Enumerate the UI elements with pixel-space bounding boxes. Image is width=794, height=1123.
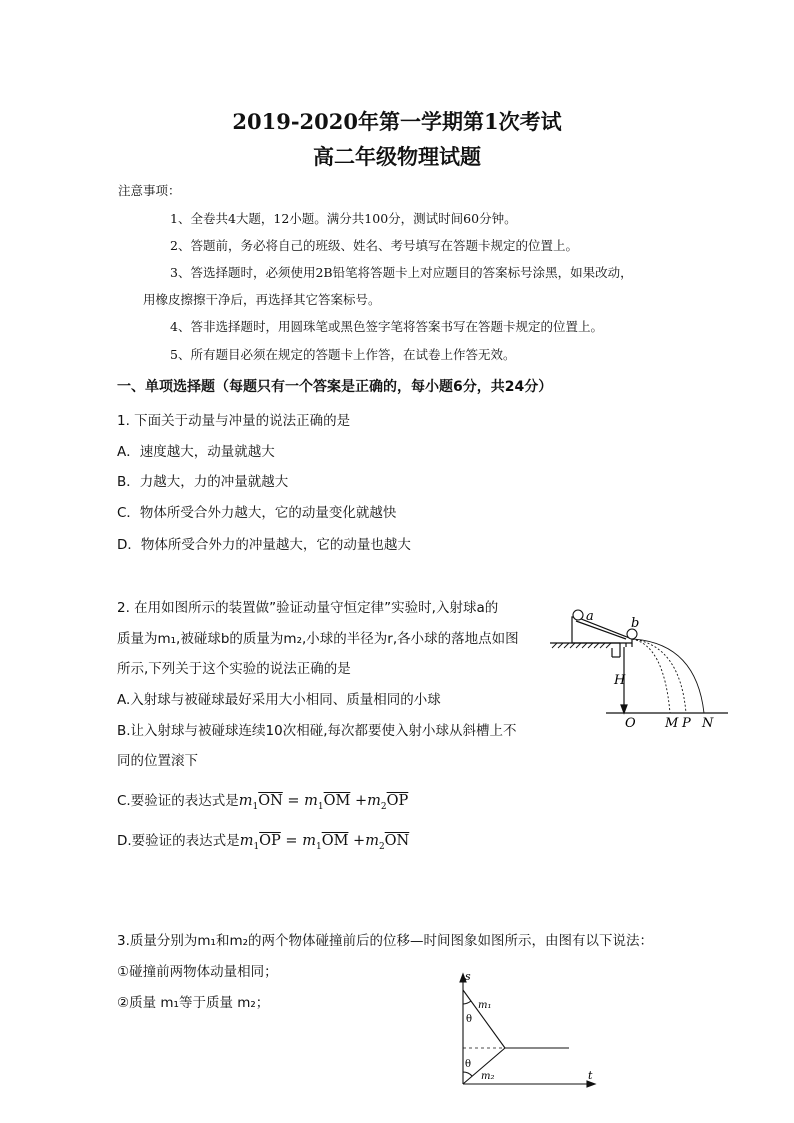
q3-statement: ①碰撞前两物体动量相同；	[117, 964, 278, 980]
notice-heading: 注意事项：	[118, 183, 181, 198]
q2-option-d	[117, 829, 409, 852]
collision-apparatus-diagram	[546, 605, 736, 735]
section-heading: 一、单项选择题（每题只有一个答案是正确的，每小题6分，共24分）	[117, 379, 553, 395]
q2-stem-line: 所示,下列关于这个实验的说法正确的是	[117, 661, 351, 677]
label-t: t	[588, 1069, 593, 1082]
q2-option-d-prefix: D.要验证的表达式是	[117, 833, 240, 849]
q1-option-d: D．物体所受合外力的冲量越大，它的动量也越大	[117, 537, 411, 553]
q2-option-d-formula: $m_1\overline{OP} = m_1\overline{OM} +m_2\overline{ON}$	[239, 833, 410, 852]
label-b: b	[631, 616, 640, 631]
q2-option-c	[117, 789, 408, 812]
q2-option-b-cont: 同的位置滚下	[117, 753, 198, 769]
q1-option-c: C．物体所受合外力越大，它的动量变化就越快	[117, 505, 397, 521]
label-theta2: θ	[465, 1059, 472, 1070]
q3-statement: ②质量 m₁等于质量 m₂；	[117, 995, 270, 1011]
label-H: H	[614, 673, 626, 688]
label-m1: m₁	[478, 1000, 492, 1011]
q2-stem-line: 2. 在用如图所示的装置做”验证动量守恒定律”实验时,入射球a的	[117, 600, 499, 616]
q1-stem: 1. 下面关于动量与冲量的说法正确的是	[117, 413, 351, 429]
q1-option-a: A．速度越大，动量就越大	[117, 444, 275, 460]
label-N: N	[702, 716, 714, 731]
notice-item: 3、答选择题时，必须使用2B铅笔将答题卡上对应题目的答案标号涂黑，如果改动，	[170, 265, 633, 280]
label-m2: m₂	[481, 1071, 495, 1082]
q2-stem-line: 质量为m₁,被碰球b的质量为m₂,小球的半径为r,各小球的落地点如图	[117, 631, 519, 647]
label-O: O	[625, 716, 636, 731]
q2-option-c-formula: $m_1\overline{ON} = m_1\overline{OM} +m_2\overline{OP}$	[238, 793, 409, 812]
q2-option-c-prefix: C.要验证的表达式是	[117, 793, 239, 809]
exam-title: 2019-2020年第一学期第1次考试	[232, 109, 562, 134]
notice-item: 1、全卷共4大题，12小题。满分共100分，测试时间60分钟。	[170, 211, 517, 226]
label-M: M	[665, 716, 679, 731]
label-theta1: θ	[466, 1014, 473, 1025]
notice-item: 5、所有题目必须在规定的答题卡上作答，在试卷上作答无效。	[170, 347, 516, 362]
q2-option-b: B.让入射球与被碰球连续10次相碰,每次都要使入射小球从斜槽上不	[117, 723, 517, 739]
q2-option-a: A.入射球与被碰球最好采用大小相同、质量相同的小球	[117, 692, 441, 708]
notice-item: 4、答非选择题时，用圆珠笔或黑色签字笔将答案书写在答题卡规定的位置上。	[170, 319, 603, 334]
q3-stem: 3.质量分别为m₁和m₂的两个物体碰撞前后的位移—时间图象如图所示，由图有以下说法：	[117, 933, 654, 949]
notice-item: 2、答题前，务必将自己的班级、姓名、考号填写在答题卡规定的位置上。	[170, 238, 578, 253]
label-s: s	[465, 970, 471, 983]
position-time-graph	[445, 970, 605, 1092]
label-P: P	[682, 716, 691, 731]
exam-subtitle: 高二年级物理试题	[313, 144, 481, 169]
notice-item: 用橡皮擦擦干净后，再选择其它答案标号。	[143, 292, 381, 307]
q1-option-b: B．力越大，力的冲量就越大	[117, 474, 289, 490]
label-a: a	[586, 609, 594, 624]
